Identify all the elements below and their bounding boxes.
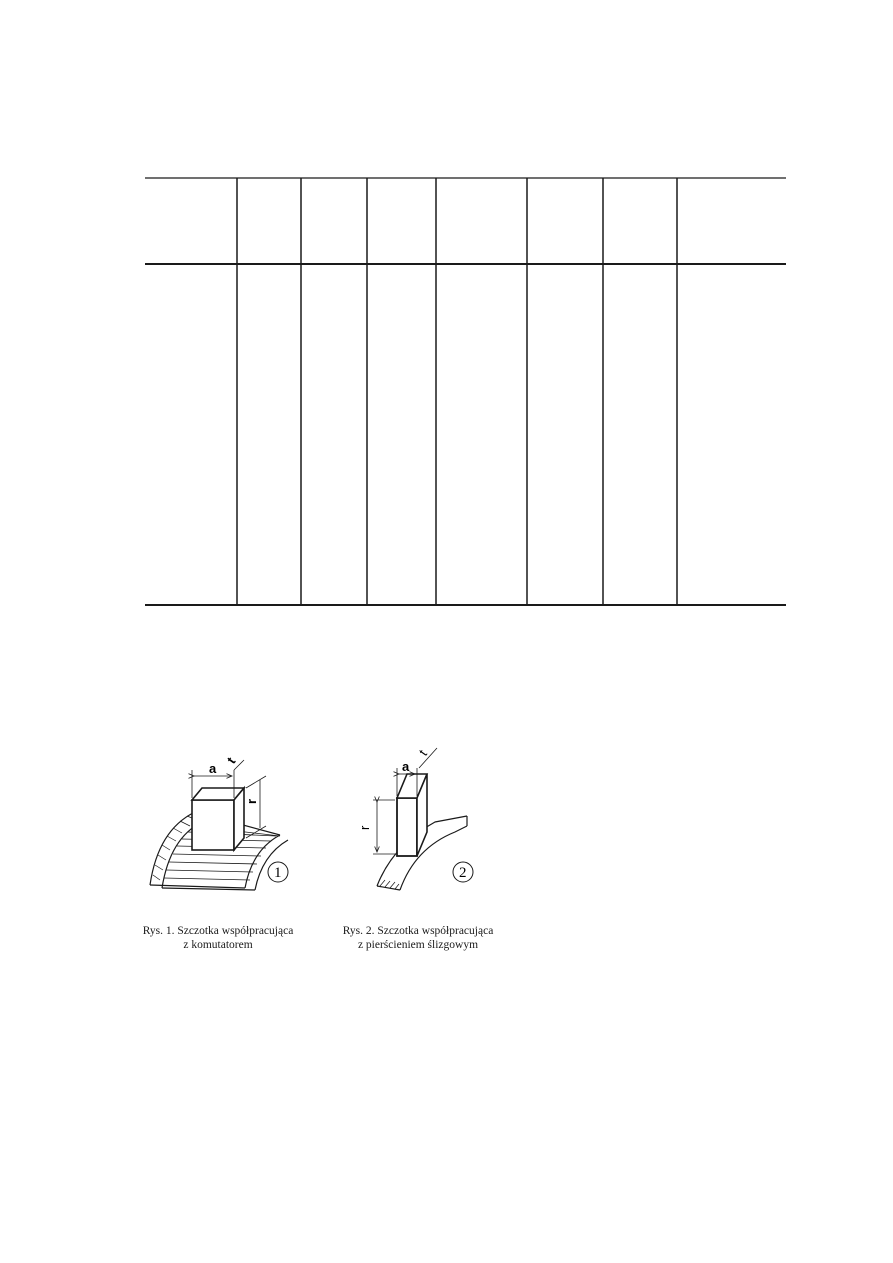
- figure-2-caption-line-2: z pierścieniem ślizgowym: [357, 939, 479, 951]
- dimension-r-label: r: [357, 825, 372, 830]
- dimension-r-label: r: [244, 798, 259, 804]
- commutator-outer-edge: [150, 812, 195, 885]
- dimension-a-label: a: [209, 761, 217, 776]
- figure-1-brush-commutator: [120, 740, 300, 910]
- dimension-t-label: t: [415, 746, 431, 759]
- figure-2-brush-slip-ring: [355, 740, 515, 910]
- figure-1-caption-line-1: Rys. 1. Szczotka współpracująca: [142, 925, 294, 937]
- figure-2-caption-line-1: Rys. 2. Szczotka współpracująca: [342, 925, 494, 937]
- figure-1-caption: [118, 924, 318, 952]
- dimension-a-label: a: [402, 759, 410, 774]
- figure-2-caption: [318, 924, 518, 952]
- brush-front-face: [397, 798, 417, 856]
- brush-front-face: [192, 800, 234, 850]
- dimension-t-label: t: [223, 754, 239, 767]
- figure-number-label: 1: [274, 865, 282, 881]
- figure-1-caption-line-2: z komutatorem: [183, 939, 253, 951]
- brush-side-face: [234, 788, 244, 850]
- figure-number-label: 2: [459, 865, 467, 881]
